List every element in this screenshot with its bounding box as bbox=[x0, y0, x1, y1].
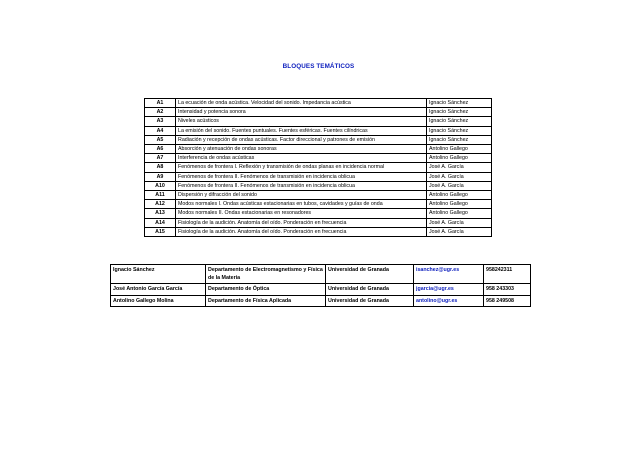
contact-name: Antolino Gallego Molina bbox=[111, 295, 206, 306]
topic-code: A15 bbox=[145, 227, 176, 236]
contact-email-link[interactable]: jgarcia@ugr.es bbox=[414, 284, 484, 295]
contact-department: Departamento de Óptica bbox=[206, 284, 326, 295]
topic-description: Niveles acústicos bbox=[176, 117, 427, 126]
topic-description: Fisiología de la audición. Anatomía del oído. Ponderación en frecuencia bbox=[176, 227, 427, 236]
topic-description: Fenómenos de frontera I. Reflexión y transmisión de ondas planas en incidencia normal bbox=[176, 163, 427, 172]
topic-description: Radiación y recepción de ondas acústicas. Factor direccional y patrones de emisión bbox=[176, 135, 427, 144]
topic-code: A9 bbox=[145, 172, 176, 181]
topic-description: Fenómenos de frontera II. Fenómenos de transmisión en incidencia oblicua bbox=[176, 181, 427, 190]
contact-phone: 958 243303 bbox=[484, 284, 531, 295]
topic-description: Modos normales II. Ondas estacionarias en resonadores bbox=[176, 209, 427, 218]
topic-row bbox=[145, 135, 492, 144]
topic-author: Antolino Gallego bbox=[427, 145, 492, 154]
topic-row bbox=[145, 145, 492, 154]
topic-row bbox=[145, 200, 492, 209]
topic-row bbox=[145, 163, 492, 172]
contact-department: Departamento de Física Aplicada bbox=[206, 295, 326, 306]
topic-author: Antolino Gallego bbox=[427, 200, 492, 209]
topic-row bbox=[145, 227, 492, 236]
contact-name: José Antonio García García bbox=[111, 284, 206, 295]
topic-author: Antolino Gallego bbox=[427, 191, 492, 200]
topic-code: A13 bbox=[145, 209, 176, 218]
topic-row bbox=[145, 172, 492, 181]
topic-author: Ignacio Sánchez bbox=[427, 135, 492, 144]
contact-phone: 958 249508 bbox=[484, 295, 531, 306]
topic-code: A4 bbox=[145, 126, 176, 135]
topic-author: Antolino Gallego bbox=[427, 209, 492, 218]
contact-department: Departamento de Electromagnetismo y Física de la Materia bbox=[206, 265, 326, 284]
contact-phone: 958242311 bbox=[484, 265, 531, 284]
topic-code: A3 bbox=[145, 117, 176, 126]
topic-code: A14 bbox=[145, 218, 176, 227]
topic-row bbox=[145, 99, 492, 108]
topic-author: Antolino Gallego bbox=[427, 154, 492, 163]
topic-description: Absorción y atenuación de ondas sonoras bbox=[176, 145, 427, 154]
topic-code: A11 bbox=[145, 191, 176, 200]
topic-description: Modos normales I. Ondas acústicas estacionarias en tubos, cavidades y guías de onda bbox=[176, 200, 427, 209]
topic-row bbox=[145, 154, 492, 163]
topic-row bbox=[145, 117, 492, 126]
topic-description: La ecuación de onda acústica. Velocidad del sonido. Impedancia acústica bbox=[176, 99, 427, 108]
contact-row bbox=[111, 295, 531, 306]
page-title: BLOQUES TEMÁTICOS bbox=[282, 63, 355, 70]
topic-author: Ignacio Sánchez bbox=[427, 99, 492, 108]
contact-university: Universidad de Granada bbox=[326, 265, 414, 284]
topic-author: José A. García bbox=[427, 172, 492, 181]
topic-code: A5 bbox=[145, 135, 176, 144]
topic-author: José A. García bbox=[427, 163, 492, 172]
topic-row bbox=[145, 181, 492, 190]
topic-author: José A. García bbox=[427, 181, 492, 190]
topic-author: José A. García bbox=[427, 218, 492, 227]
topic-code: A6 bbox=[145, 145, 176, 154]
contact-name: Ignacio Sánchez bbox=[111, 265, 206, 284]
topic-author: Ignacio Sánchez bbox=[427, 108, 492, 117]
contacts-table bbox=[110, 264, 531, 307]
topic-description: Fenómenos de frontera II. Fenómenos de transmisión en incidencia oblicua bbox=[176, 172, 427, 181]
topic-row bbox=[145, 126, 492, 135]
topic-row bbox=[145, 191, 492, 200]
topic-code: A1 bbox=[145, 99, 176, 108]
topic-code: A10 bbox=[145, 181, 176, 190]
topic-row bbox=[145, 108, 492, 117]
contact-university: Universidad de Granada bbox=[326, 295, 414, 306]
topic-description: Interferencia de ondas acústicas bbox=[176, 154, 427, 163]
topic-row bbox=[145, 218, 492, 227]
contact-email-link[interactable]: isanchez@ugr.es bbox=[414, 265, 484, 284]
contact-university: Universidad de Granada bbox=[326, 284, 414, 295]
contact-row bbox=[111, 284, 531, 295]
topic-description: Fisiología de la audición. Anatomía del oído. Ponderación en frecuencia bbox=[176, 218, 427, 227]
topic-code: A7 bbox=[145, 154, 176, 163]
topics-table bbox=[144, 98, 492, 237]
contact-email-link[interactable]: antolino@ugr.es bbox=[414, 295, 484, 306]
topic-code: A12 bbox=[145, 200, 176, 209]
topic-description: La emisión del sonido. Fuentes puntuales. Fuentes esféricas. Fuentes cilíndricas bbox=[176, 126, 427, 135]
topic-description: Dispersión y difracción del sonido bbox=[176, 191, 427, 200]
contact-row bbox=[111, 265, 531, 284]
topic-description: Intensidad y potencia sonora bbox=[176, 108, 427, 117]
topic-author: José A. García bbox=[427, 227, 492, 236]
topic-author: Ignacio Sánchez bbox=[427, 126, 492, 135]
topic-code: A8 bbox=[145, 163, 176, 172]
topic-row bbox=[145, 209, 492, 218]
topic-code: A2 bbox=[145, 108, 176, 117]
topic-author: Ignacio Sánchez bbox=[427, 117, 492, 126]
